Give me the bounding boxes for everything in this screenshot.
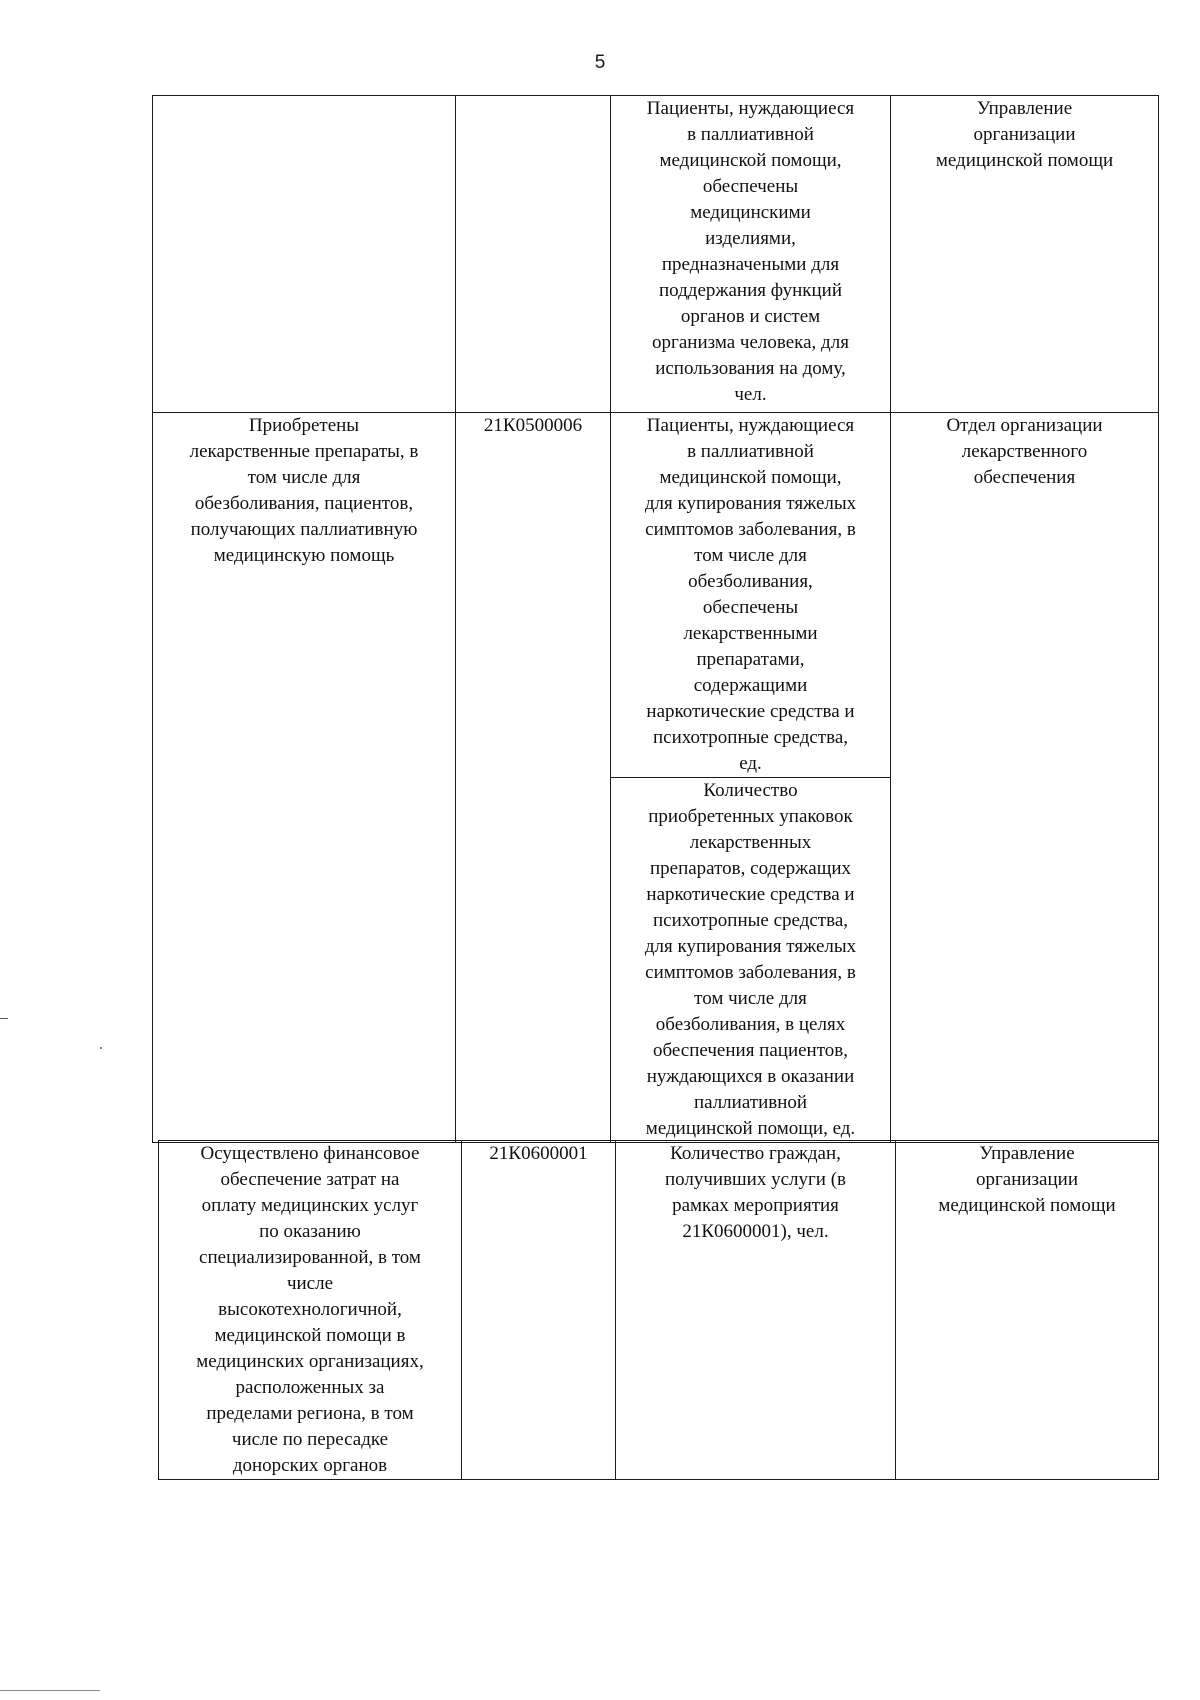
measures-table-upper — [152, 95, 1159, 1143]
measures-table-lower — [158, 1140, 1159, 1480]
responsible-cell: Отдел организации лекарственного обеспечения — [891, 413, 1159, 1143]
scan-artifact — [0, 1690, 100, 1691]
result-cell: Приобретены лекарственные препараты, в том числе для обезболивания, пациентов, получающих паллиативную медицинскую помощь — [153, 413, 456, 1143]
table-row — [153, 96, 1159, 413]
result-cell — [153, 96, 456, 413]
code-cell: 21К0600001 — [462, 1141, 616, 1480]
scan-artifact — [100, 1047, 102, 1049]
responsible-cell: Управление организации медицинской помощи — [896, 1141, 1159, 1480]
page-number: 5 — [594, 52, 606, 73]
indicator-cell: Пациенты, нуждающиеся в паллиативной медицинской помощи, для купирования тяжелых симптомов заболевания, в том числе для обезболивания, обеспечены лекарственными препаратами, содержащими наркотические средства и психотропные средства, ед. — [611, 413, 891, 778]
indicator-cell: Количество приобретенных упаковок лекарственных препаратов, содержащих наркотические средства и психотропные средства, для купирования тяжелых симптомов заболевания, в том числе для обезболивания, в целях обеспечения пациентов, нуждающихся в оказании паллиативной медицинской помощи, ед. — [611, 778, 891, 1143]
result-cell: Осуществлено финансовое обеспечение затрат на оплату медицинских услуг по оказанию специализированной, в том числе высокотехнологичной, медицинской помощи в медицинских организациях, расположенных за пределами региона, в том числе по пересадке донорских органов — [159, 1141, 462, 1480]
table-row — [159, 1141, 1159, 1480]
table-row — [153, 413, 1159, 778]
code-cell: 21К0500006 — [456, 413, 611, 1143]
responsible-cell: Управление организации медицинской помощи — [891, 96, 1159, 413]
indicator-cell: Пациенты, нуждающиеся в паллиативной медицинской помощи, обеспечены медицинскими изделиями, предназначеными для поддержания функций органов и систем организма человека, для использования на дому, чел. — [611, 96, 891, 413]
indicator-cell: Количество граждан, получивших услуги (в рамках мероприятия 21К0600001), чел. — [616, 1141, 896, 1480]
scan-artifact — [0, 1018, 8, 1019]
code-cell — [456, 96, 611, 413]
